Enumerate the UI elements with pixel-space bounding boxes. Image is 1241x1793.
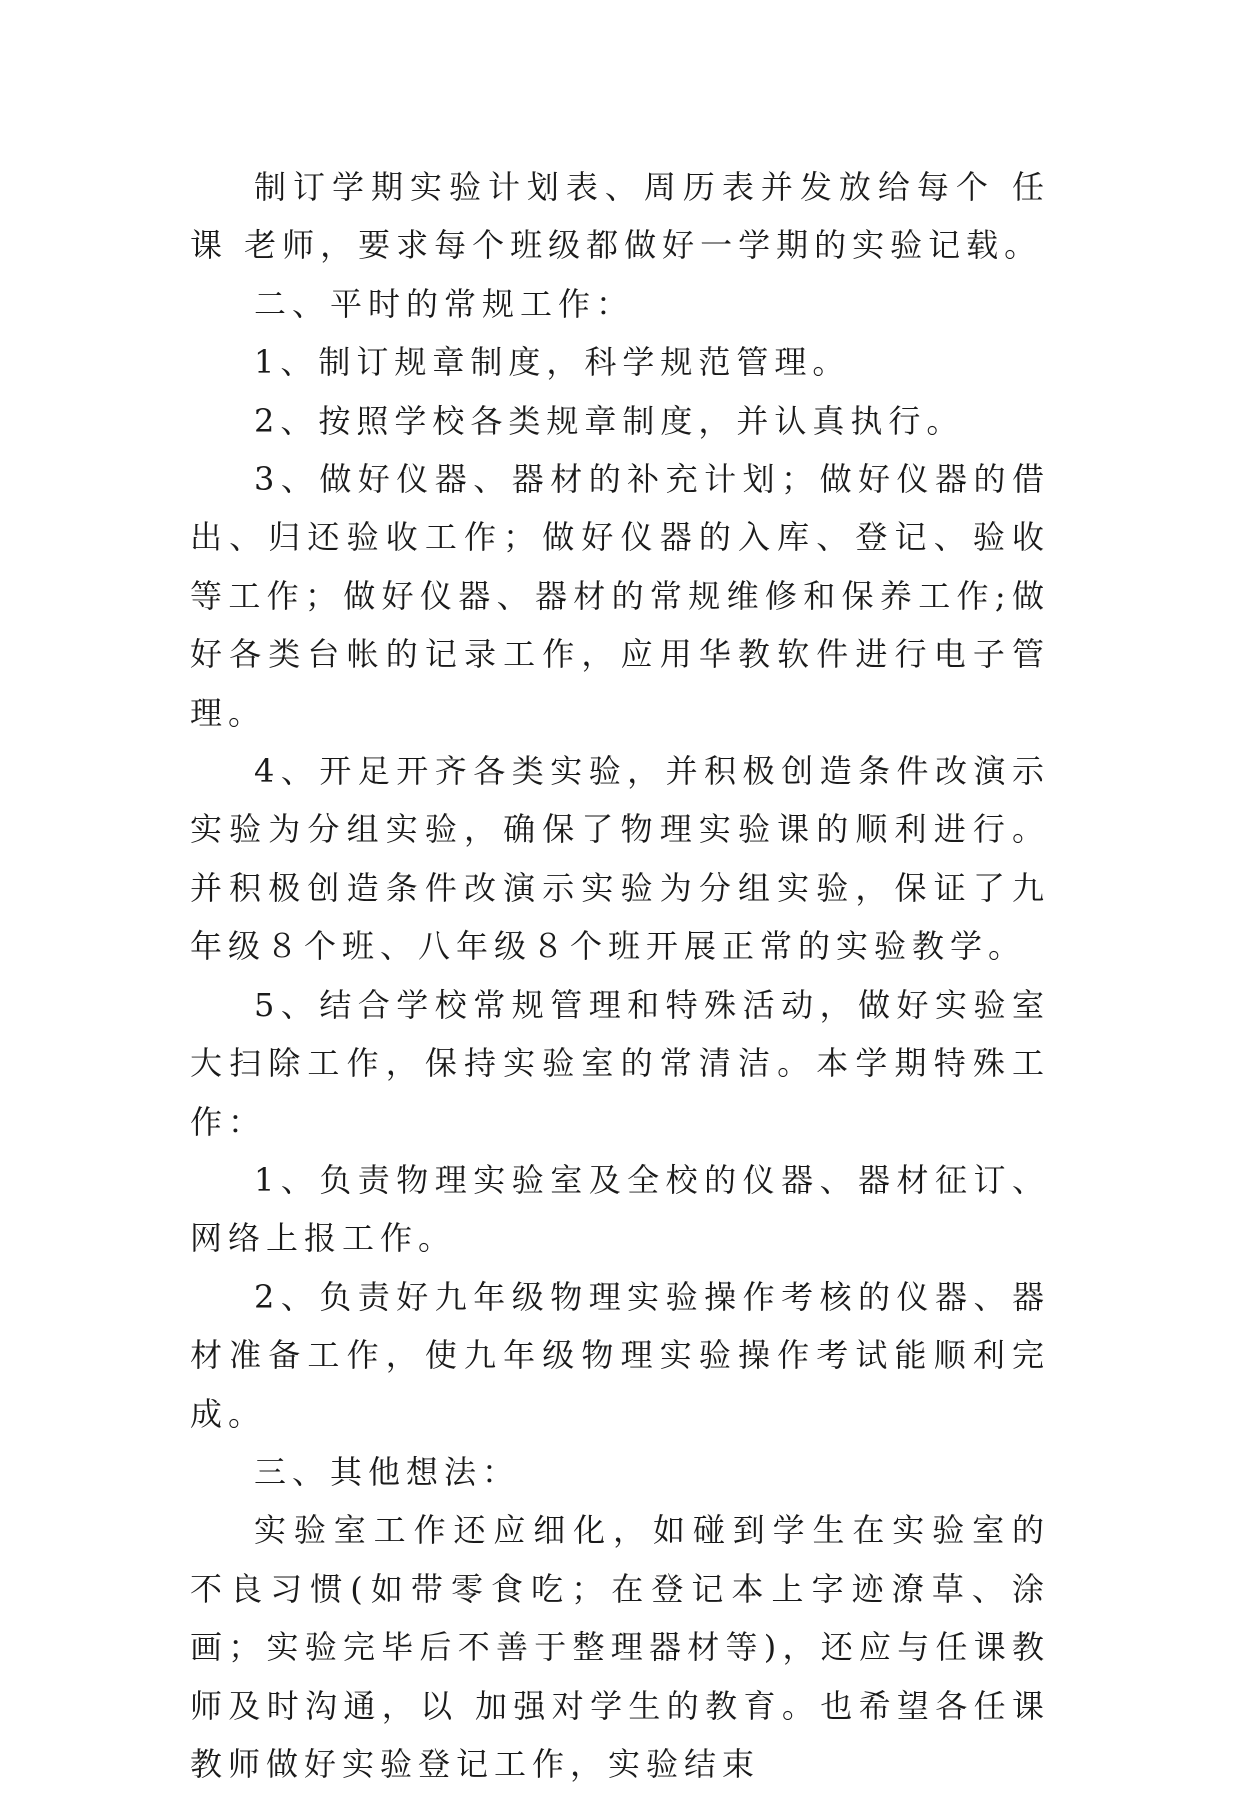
paragraph-other-thoughts: 实验室工作还应细化，如碰到学生在实验室的不良习惯(如带零食吃；在登记本上字迹潦草、涂画；实验完毕后不善于整理器材等)，还应与任课教师及时沟通，以 加强对学生的教育。也希望各任课教师做好实验登记工作，实验结束: [190, 1511, 1050, 1783]
section-heading-other-thoughts: 三、其他想法：: [254, 1452, 521, 1491]
paragraph-item-rules: 1、制订规章制度，科学规范管理。: [254, 343, 851, 382]
paragraph-item-cleaning: 5、结合学校常规管理和特殊活动，做好实验室大扫除工作，保持实验室的常清洁。本学期特殊工作：: [190, 985, 1050, 1141]
paragraph-item-follow-rules: 2、按照学校各类规章制度，并认真执行。: [254, 401, 965, 440]
paragraph-experiment-plan: 制订学期实验计划表、周历表并发放给每个 任课 老师，要求每个班级都做好一学期的实验记载。: [190, 168, 1050, 265]
paragraph-item-experiments: 4、开足开齐各类实验，并积极创造条件改演示实验为分组实验，确保了物理实验课的顺利进行。并积极创造条件改演示实验为分组实验，保证了九年级８个班、八年级８个班开展正常的实验教学。: [190, 752, 1050, 966]
paragraph-special-exam: 2、负责好九年级物理实验操作考核的仪器、器材准备工作，使九年级物理实验操作考试能顺利完成。: [190, 1277, 1050, 1433]
section-heading-routine-work: 二、平时的常规工作：: [254, 284, 635, 323]
paragraph-item-equipment: 3、做好仪器、器材的补充计划；做好仪器的借出、归还验收工作；做好仪器的入库、登记、验收等工作；做好仪器、器材的常规维修和保养工作;做好各类台帐的记录工作，应用华教软件进行电子管理。: [190, 460, 1050, 732]
document-page: [190, 158, 1050, 1793]
paragraph-special-ordering: 1、负责物理实验室及全校的仪器、器材征订、网络上报工作。: [190, 1160, 1050, 1258]
